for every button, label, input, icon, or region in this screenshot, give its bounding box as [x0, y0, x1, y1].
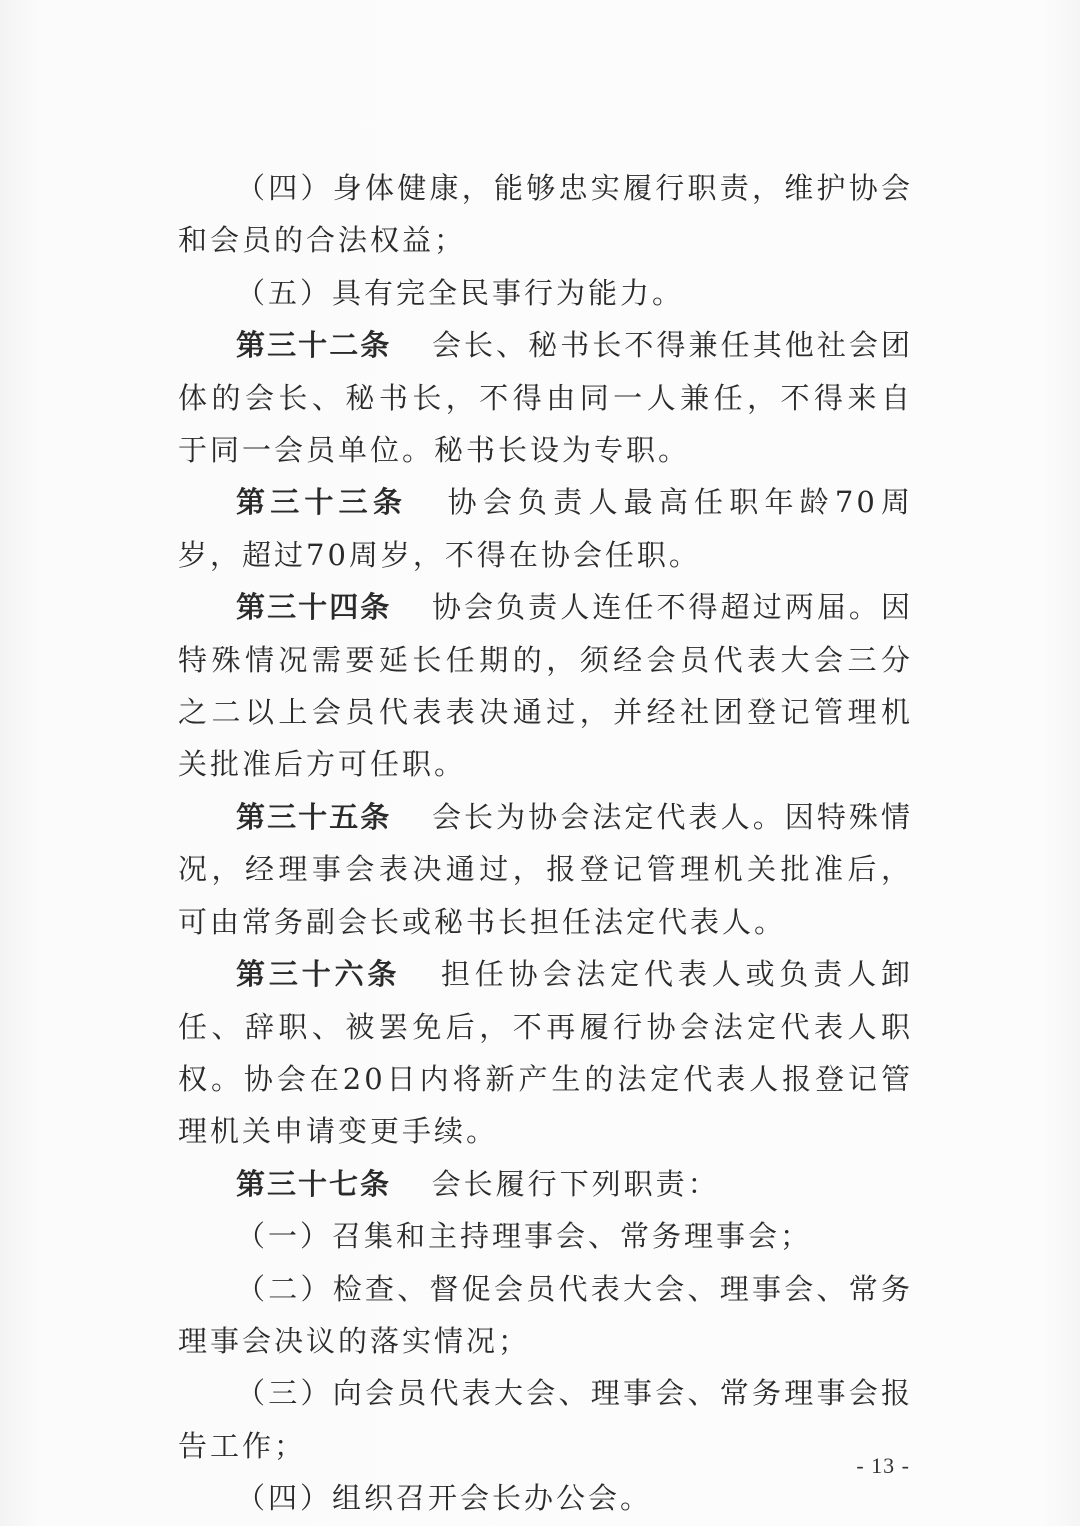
paragraph-text: （五）具有完全民事行为能力。: [236, 275, 685, 310]
article-paragraph: [178, 476, 913, 581]
paragraph-text: 会长、秘书长不得兼任其他社会团体的会长、秘书长，不得由同一人兼任，不得来自于同一会员单位。秘书长设为专职。: [178, 328, 913, 468]
paragraph-text: 协会负责人连任不得超过两届。因特殊情况需要延长任期的，须经会员代表大会三分之二以上会员代表表决通过，并经社团登记管理机关批准后方可任职。: [178, 590, 913, 782]
paragraph-text: 协会负责人最高任职年龄70周岁，超过70周岁，不得在协会任职。: [178, 485, 913, 572]
article-number: 第三十七条: [236, 1166, 392, 1201]
article-number: 第三十六条: [236, 957, 401, 992]
list-item: [178, 162, 913, 267]
list-item: [178, 1210, 913, 1262]
paragraph-text: 会长履行下列职责：: [431, 1166, 720, 1201]
paragraph-text: 会长为协会法定代表人。因特殊情况，经理事会表决通过，报登记管理机关批准后，可由常务副会长或秘书长担任法定代表人。: [178, 799, 913, 939]
list-item: [178, 267, 913, 319]
paragraph-text: （四）组织召开会长办公会。: [236, 1481, 653, 1516]
document-body: [178, 162, 913, 1525]
article-paragraph: [178, 319, 913, 476]
article-number: 第三十四条: [236, 590, 392, 625]
paragraph-text: （一）召集和主持理事会、常务理事会；: [236, 1219, 813, 1254]
article-paragraph: [178, 791, 913, 948]
paragraph-text: （三）向会员代表大会、理事会、常务理事会报告工作；: [178, 1376, 913, 1463]
list-item: [178, 1472, 913, 1524]
paragraph-text: （二）检查、督促会员代表大会、理事会、常务理事会决议的落实情况；: [178, 1271, 913, 1358]
article-paragraph: [178, 1158, 913, 1210]
article-paragraph: [178, 948, 913, 1158]
page-number: - 13 -: [856, 1453, 910, 1478]
list-item: [178, 1367, 913, 1472]
article-number: 第三十五条: [236, 799, 392, 834]
article-paragraph: [178, 581, 913, 791]
list-item: [178, 1263, 913, 1368]
paragraph-text: （四）身体健康，能够忠实履行职责，维护协会和会员的合法权益；: [178, 171, 913, 258]
article-number: 第三十二条: [236, 328, 392, 363]
paragraph-text: 担任协会法定代表人或负责人卸任、辞职、被罢免后，不再履行协会法定代表人职权。协会在20日内将新产生的法定代表人报登记管理机关申请变更手续。: [178, 957, 913, 1149]
article-number: 第三十三条: [236, 485, 408, 520]
